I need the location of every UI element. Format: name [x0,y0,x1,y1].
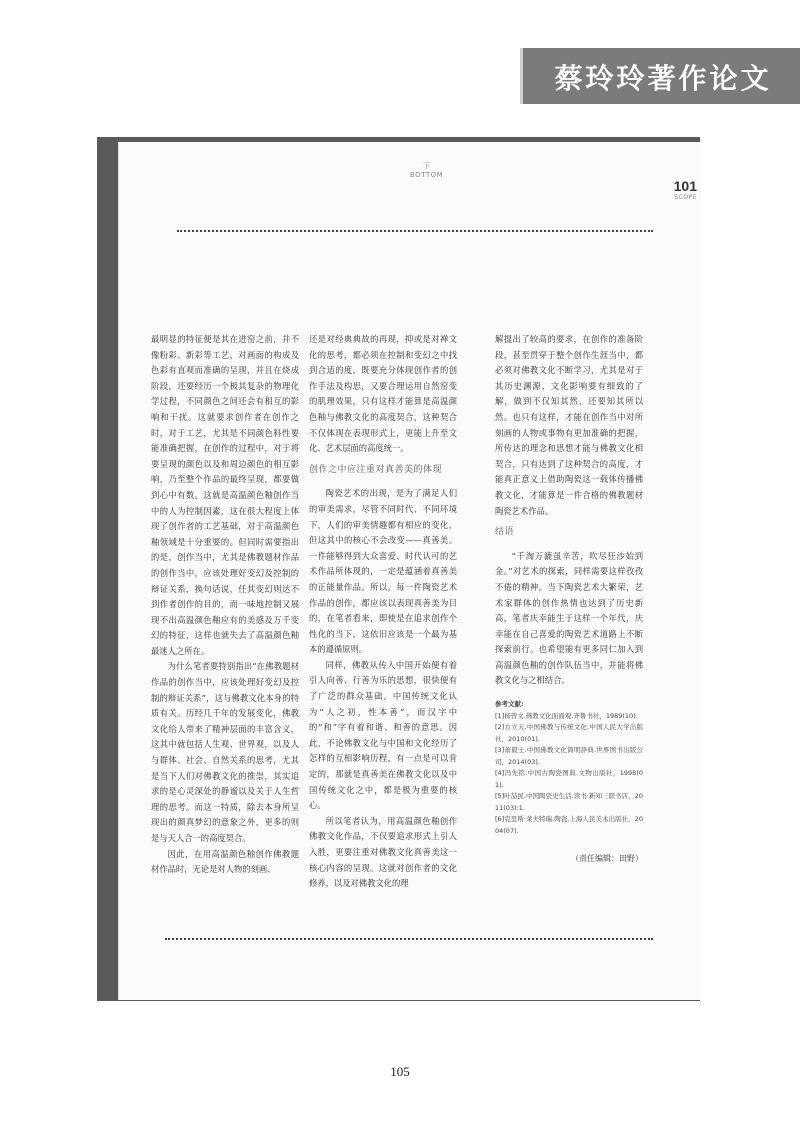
bottom-dotted-rule [165,938,653,940]
paragraph: 同样，佛教从传入中国开始便有着引人向善、行善为乐的思想，很快便有了广泛的群众基础。中国传统文化认为“人之初，性本善”，而汉字中的“和”字有着和谐、和善的意思。因此，不论佛教文化与中国和文化经历了怎样的互相影响历程，有一点是可以肯定的，那就是真善美在佛教文化以及中国传统文化之中，都是极为重要的核心。 [309,659,457,811]
header-top-label: 下 [423,162,431,170]
header-scope-label: SCOPE [674,194,697,201]
text-column-2 [309,332,457,892]
top-dotted-rule [177,230,653,232]
section-heading-truth-goodness-beauty: 创作之中应注重对真善美的体现 [309,464,443,475]
reference-item: [1]杨曾文.佛教文化面面观.齐鲁书社，1989(10). [495,711,638,720]
references-list [495,711,643,838]
column-3-lower [495,549,643,689]
paragraph: 解提出了较高的要求，在创作的准备阶段，甚至贯穿于整个创作生涯当中，都必须对佛教文化不断学习，尤其是对于其历史渊源、文化影响要有细致的了解，做到不仅知其然，还要知其所以然。也只有这样，才能在创作当中对所刻画的人物或事物有更加准确的把握，所传达的理念和思想才能与佛教文化相契合，只有达到了这种契合的高度，才能真正意义上借助陶瓷这一载体传播佛教文化，才能算是一件合格的佛教题材陶瓷艺术作品。 [495,334,643,516]
title-banner [520,48,800,104]
header-page-number: 101 [673,178,697,194]
section-heading-conclusion: 结语 [495,527,515,538]
running-header [410,162,443,180]
reference-item: [4]冯先铭.中国古陶瓷图典.文物出版社，1998(01). [495,769,643,789]
paragraph: 因此，在用高温颜色釉创作佛教题材作品时，无论是对人物的刻画、 [151,848,299,875]
column-2-upper [309,332,457,457]
reference-item: [5]叶喆民.中国陶瓷史生活.读书·新知三联书店，2011(03):1. [495,792,643,812]
text-column-1 [151,332,299,878]
reference-item: [2]方立天.中国佛教与传统文化.中国人民大学出版社，2010(01). [495,723,643,743]
paragraph: “千淘万漉虽辛苦，吹尽狂沙始到金。”对艺术的探索，同样需要这样孜孜不倦的精神。当下陶瓷艺术大繁荣，艺术家群体的创作热情也达到了历史新高，笔者庆幸能生于这样一个年代，庆幸能在自己喜爱的陶瓷艺术道路上不断探索前行。也希望能有更多同仁加入到高温颜色釉的创作队伍当中，并能将佛教文化与之相结合。 [495,550,643,686]
paragraph: 最明显的特征便是其在进窑之前，并不像粉彩、新彩等工艺，对画面的构成及色彩有直观而准确的呈现，并且在烧成阶段，还要经历一个极其复杂的物理化学过程，不同颜色之间还会有相互的影响和干扰。这就要求创作者在创作之时，对于工艺，尤其是不同颜色料性要能准确把握，在创作的过程中，对于将要呈现的颜色以及和周边颜色的相互影响，乃至整个作品的最终呈现，都要做到心中有数。这就是高温颜色釉创作当中的人为控制因素，这在很大程度上体现了创作者的工艺基础，对于高温颜色釉领域是十分重要的。但同时需要指出的是，创作当中，尤其是佛教题材作品的创作当中，应该处理好变幻及控制的辩证关系，换句话说，任其变幻则达不到作者创作的目的，而一味地控制又展现不出高温颜色釉应有的美感及万千变幻的特征，这样也就失去了高温颜色釉最迷人之所在。 [151,334,299,656]
paragraph: 为什么笔者要特别指出“在佛教题材作品的创作当中，应该处理好变幻及控制的辩证关系”，这与佛教文化本身的特质有关。历经几千年的发展变化，佛教文化给人带来了精神层面的丰富含义，这其中就包括人生观、世界观，以及人与群体、社会、自然关系的思考，尤其是当下人们对佛教文化的推崇，其实追求的是心灵深处的静谧以及关于人生哲理的思考。而这一特质，除去本身所呈现出的颜真梦幻的意象之外，更多的则是与天人合一的高度契合。 [151,661,299,843]
banner-title: 蔡玲玲著作论文 [554,62,772,95]
column-2-lower [309,486,457,891]
reference-item: [3]萧毅士.中国佛教文化简明辞典.世界图书出版公司，2014(03). [495,746,643,766]
text-column-3 [495,332,643,867]
reference-item: [6]克里斯·莱夫特瑞.陶瓷.上海人民美术出版社，2004(07). [495,815,643,835]
article-page [118,142,701,1000]
editor-credit: （责任编辑：田野） [571,854,643,864]
paragraph: 陶瓷艺术的出现，是为了满足人们的审美需求，尽管不同时代、不同环境下，人们的审美情趣都有相应的变化，但这其中的核心不会改变——真善美。一件能够得到大众喜爱、时代认可的艺术作品所体现的，一定是蕴涵着真善美的正能量作品。所以，每一件陶瓷艺术作品的创作，都应该以表现真善美为目的，在笔者看来，即使是在追求创作个性化的当下，这依旧应该是一个最为基本的遵循原则。 [309,488,457,655]
paragraph: 所以笔者认为，用高温颜色釉创作佛教文化作品，不仅要追求形式上引人入胜，更要注重对佛教文化真善美这一核心内容的呈现。这就对创作者的文化修养，以及对佛教文化的理 [309,815,457,889]
references-title: 参考文献: [495,700,524,709]
column-3-upper [495,332,643,519]
references [495,699,643,837]
header-bottom-label: BOTTOM [410,171,444,179]
paragraph: 还是对经典典故的再现，抑或是对禅文化的思考，都必须在控制和变幻之中找到合适的度，既要充分体现创作者的创作手法及构思，又要合理运用自然窑变的肌理效果，只有这样才能算是高温颜色釉与佛教文化的高度契合，这种契合不仅体现在表现形式上，更能上升至文化、艺术层面的高度统一。 [309,334,457,454]
page-number: 105 [390,1064,410,1079]
